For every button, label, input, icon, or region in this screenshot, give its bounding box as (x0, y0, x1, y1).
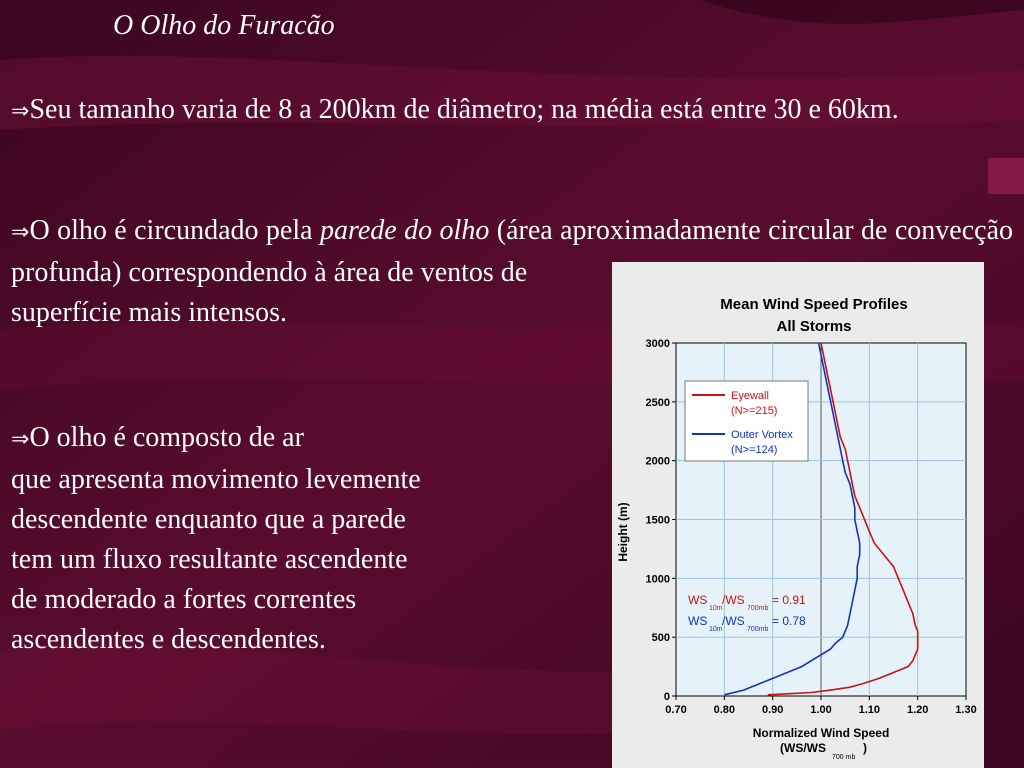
annotation-ws: WS (688, 593, 708, 607)
bullet-paragraph-3 (11, 418, 601, 660)
annotation-sub: 700mb (747, 605, 769, 612)
legend-sub-outer-vortex: (N>=124) (731, 444, 778, 456)
y-tick-label: 500 (651, 632, 670, 645)
y-tick-label: 2500 (645, 396, 670, 409)
paragraph-1-text: Seu tamanho varia de 8 a 200km de diâmetro; na média está entre 30 e 60km. (29, 94, 899, 125)
x-axis-label: Normalized Wind Speed (752, 726, 890, 740)
y-tick-label: 3000 (645, 338, 670, 350)
chart-svg (612, 262, 984, 768)
y-tick-label: 2000 (645, 455, 670, 468)
y-tick-label: 1000 (645, 573, 670, 586)
annotation-sub: 10m (709, 626, 723, 633)
y-tick-label: 1500 (645, 514, 670, 527)
annotation-sub: 10m (709, 605, 723, 612)
legend-sub-eyewall: (N>=215) (731, 405, 778, 417)
x-tick-label: 1.20 (906, 704, 929, 716)
x-tick-label: 1.00 (810, 704, 832, 716)
implies-arrow-icon: ⇒ (11, 99, 30, 124)
legend-label-eyewall: Eyewall (731, 390, 769, 402)
y-axis-label: Height (m) (616, 502, 630, 562)
implies-arrow-icon: ⇒ (11, 220, 30, 245)
paragraph-3-line: tem um fluxo resultante ascendente (11, 544, 408, 575)
paragraph-2-text-a: O olho é circundado pela (29, 215, 320, 246)
x-axis-label-unit: (WS/WS (780, 741, 826, 755)
x-tick-label: 1.30 (955, 704, 977, 716)
y-tick-label: 0 (663, 691, 670, 703)
annotation-sub: 700mb (747, 626, 769, 633)
x-tick-label: 1.10 (858, 704, 881, 716)
slide-title: O Olho do Furacão (113, 10, 335, 41)
implies-arrow-icon: ⇒ (11, 427, 30, 452)
paragraph-3-line: descendente enquanto que a parede (11, 504, 406, 535)
paragraph-2-emphasis: parede do olho (319, 215, 490, 246)
x-tick-label: 0.90 (761, 704, 784, 716)
legend-label-outer-vortex: Outer Vortex (731, 429, 793, 441)
annotation-ws: /WS (722, 593, 745, 607)
paragraph-3-line: O olho é composto de ar (29, 422, 304, 453)
paragraph-2-text-b: (área aproximadamente circular de convecção profunda) correspondendo à área de ventos de (11, 215, 1013, 288)
annotation-value: = 0.78 (772, 614, 806, 628)
x-axis-label-sub: 700 mb (832, 754, 856, 761)
x-axis-label-close: ) (863, 741, 867, 755)
annotation-value: = 0.91 (772, 593, 806, 607)
paragraph-2-text-c: superfície mais intensos. (11, 297, 288, 328)
paragraph-3-line: que apresenta movimento levemente (11, 464, 421, 495)
annotation-ws: /WS (722, 614, 745, 628)
bullet-paragraph-1 (11, 90, 1013, 132)
wind-speed-chart (612, 262, 984, 768)
chart-title-line-1: Mean Wind Speed Profiles (720, 296, 908, 313)
x-tick-label: 0.80 (713, 704, 736, 716)
paragraph-3-line: de moderado a fortes correntes (11, 584, 357, 615)
paragraph-3-line: ascendentes e descendentes. (11, 624, 326, 655)
x-tick-label: 0.70 (665, 704, 687, 716)
chart-title-line-2: All Storms (776, 318, 852, 335)
annotation-ws: WS (688, 614, 708, 628)
legend (685, 381, 808, 461)
